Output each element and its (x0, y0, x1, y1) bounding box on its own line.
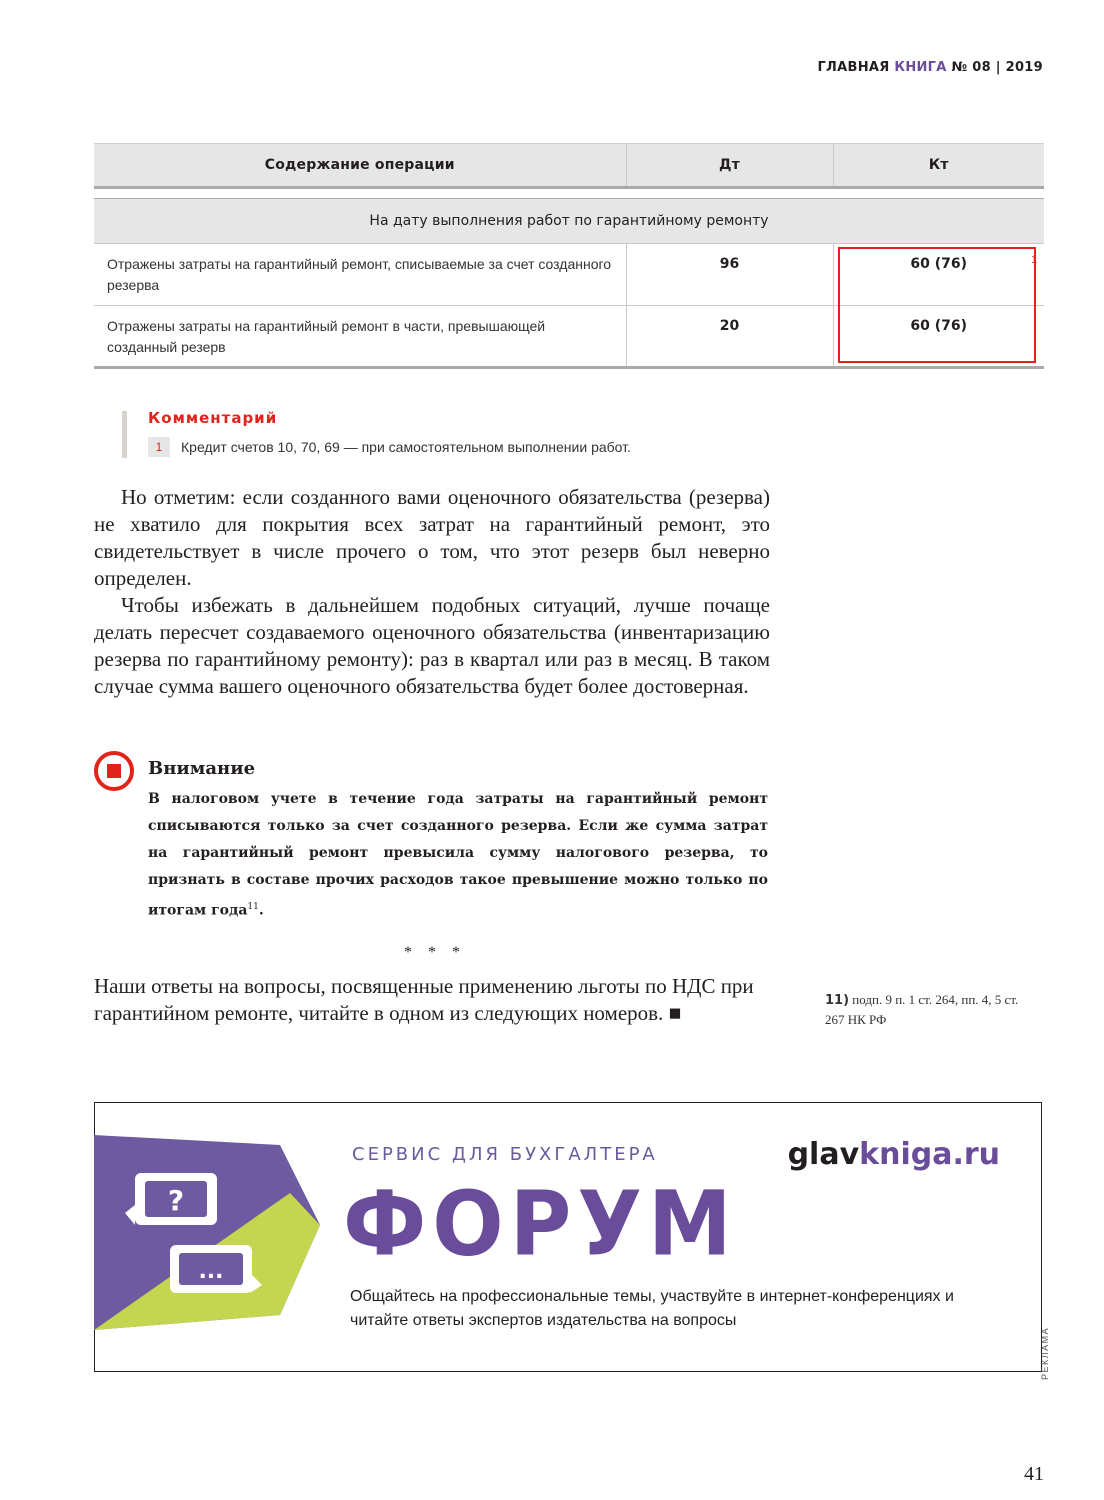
posting-table-header (94, 143, 1044, 189)
ad-service-label: СЕРВИС ДЛЯ БУХГАЛТЕРА (352, 1144, 658, 1165)
kt-highlight-box (838, 247, 1036, 363)
ellipsis-bubble-icon (170, 1245, 262, 1293)
ad-forum-title: ФОРУМ (343, 1172, 738, 1276)
brand-part-accent: kniga.ru (859, 1137, 1000, 1172)
running-header (760, 60, 1043, 75)
paragraph: Но отметим: если созданного вами оценочного обязательства (резерва) не хватило для покрытия всех затрат на гарантийный ремонт, это свидетельствует в числе прочего о том, что этот резерв был неверно определен. (94, 485, 770, 590)
article-body (94, 484, 770, 700)
comment-number: 1 (148, 437, 170, 457)
operation-cell: Отражены затраты на гарантийный ремонт, списываемые за счет созданного резерва (94, 244, 626, 306)
table-section-row (94, 199, 1044, 244)
closing-text: Наши ответы на вопросы, посвященные применению льготы по НДС при гарантийном ремонте, читайте в одном из следующих номеров. (94, 974, 754, 1025)
ad-brand-link[interactable] (780, 1137, 1000, 1172)
comment-title: Комментарий (148, 409, 278, 427)
attention-title: Внимание (148, 758, 256, 779)
column-header-kt: Кт (928, 157, 949, 173)
header-title-accent: КНИГА (894, 60, 947, 75)
kt-cell: 60 (76) (833, 306, 1044, 368)
ad-label: РЕКЛАМА (1040, 1326, 1050, 1380)
ad-description: Общайтесь на профессиональные темы, участвуйте в интернет-конференциях и читайте ответы экспертов издательства на вопросы (350, 1288, 954, 1329)
end-mark: ■ (668, 1001, 682, 1025)
footnote-text: подп. 9 п. 1 ст. 264, пп. 4, 5 ст. 267 НК РФ (825, 992, 1019, 1027)
section-separator: * * * (404, 944, 466, 961)
paragraph: Чтобы избежать в дальнейшем подобных ситуаций, лучше почаще делать пересчет создаваемого оценочного обязательства (инвентаризацию резерва по гарантийному ремонту): раз в квартал или раз в месяц. В таком случае сумма вашего оценочного обязательства будет более достоверная. (94, 593, 770, 698)
closing-paragraph (94, 973, 774, 1027)
section-title: На дату выполнения работ по гарантийному ремонту (94, 199, 1044, 244)
forum-chat-graphic (80, 1135, 325, 1330)
comment-text: Кредит счетов 10, 70, 69 — при самостоятельном выполнении работ. (181, 439, 631, 455)
footnote-number: 11) (825, 993, 850, 1008)
kt-comment-marker: 1 (1031, 254, 1038, 266)
table-header-row (94, 144, 1044, 188)
dt-cell: 96 (626, 244, 833, 306)
page-number: 41 (1024, 1463, 1044, 1485)
comment-bar (122, 411, 127, 458)
footnote (825, 990, 1040, 1029)
attention-icon (93, 750, 135, 792)
header-title: ГЛАВНАЯ (817, 60, 895, 75)
attention-body: В налоговом учете в течение года затраты на гарантийный ремонт списываются только за счет созданного резерва. Если же сумма затрат на гарантийный ремонт превысила сумму налогового резерва, то признать в составе прочих расходов такое превышение можно только по итогам года (148, 791, 768, 919)
bubble-ellipsis: ... (198, 1259, 224, 1284)
header-issue: № 08 | 2019 (946, 60, 1043, 75)
operation-cell: Отражены затраты на гарантийный ремонт в части, превышающей созданный резерв (94, 306, 626, 368)
attention-text (148, 786, 768, 925)
brand-part: glav (787, 1137, 860, 1172)
column-header-dt: Дт (626, 144, 833, 188)
bubble-question-mark: ? (167, 1184, 185, 1217)
column-header-operation: Содержание операции (94, 144, 626, 188)
kt-cell: 60 (76) (833, 244, 1044, 306)
question-bubble-icon (125, 1173, 217, 1225)
footnote-reference: 11 (247, 902, 259, 912)
attention-end: . (258, 902, 264, 919)
dt-cell: 20 (626, 306, 833, 368)
